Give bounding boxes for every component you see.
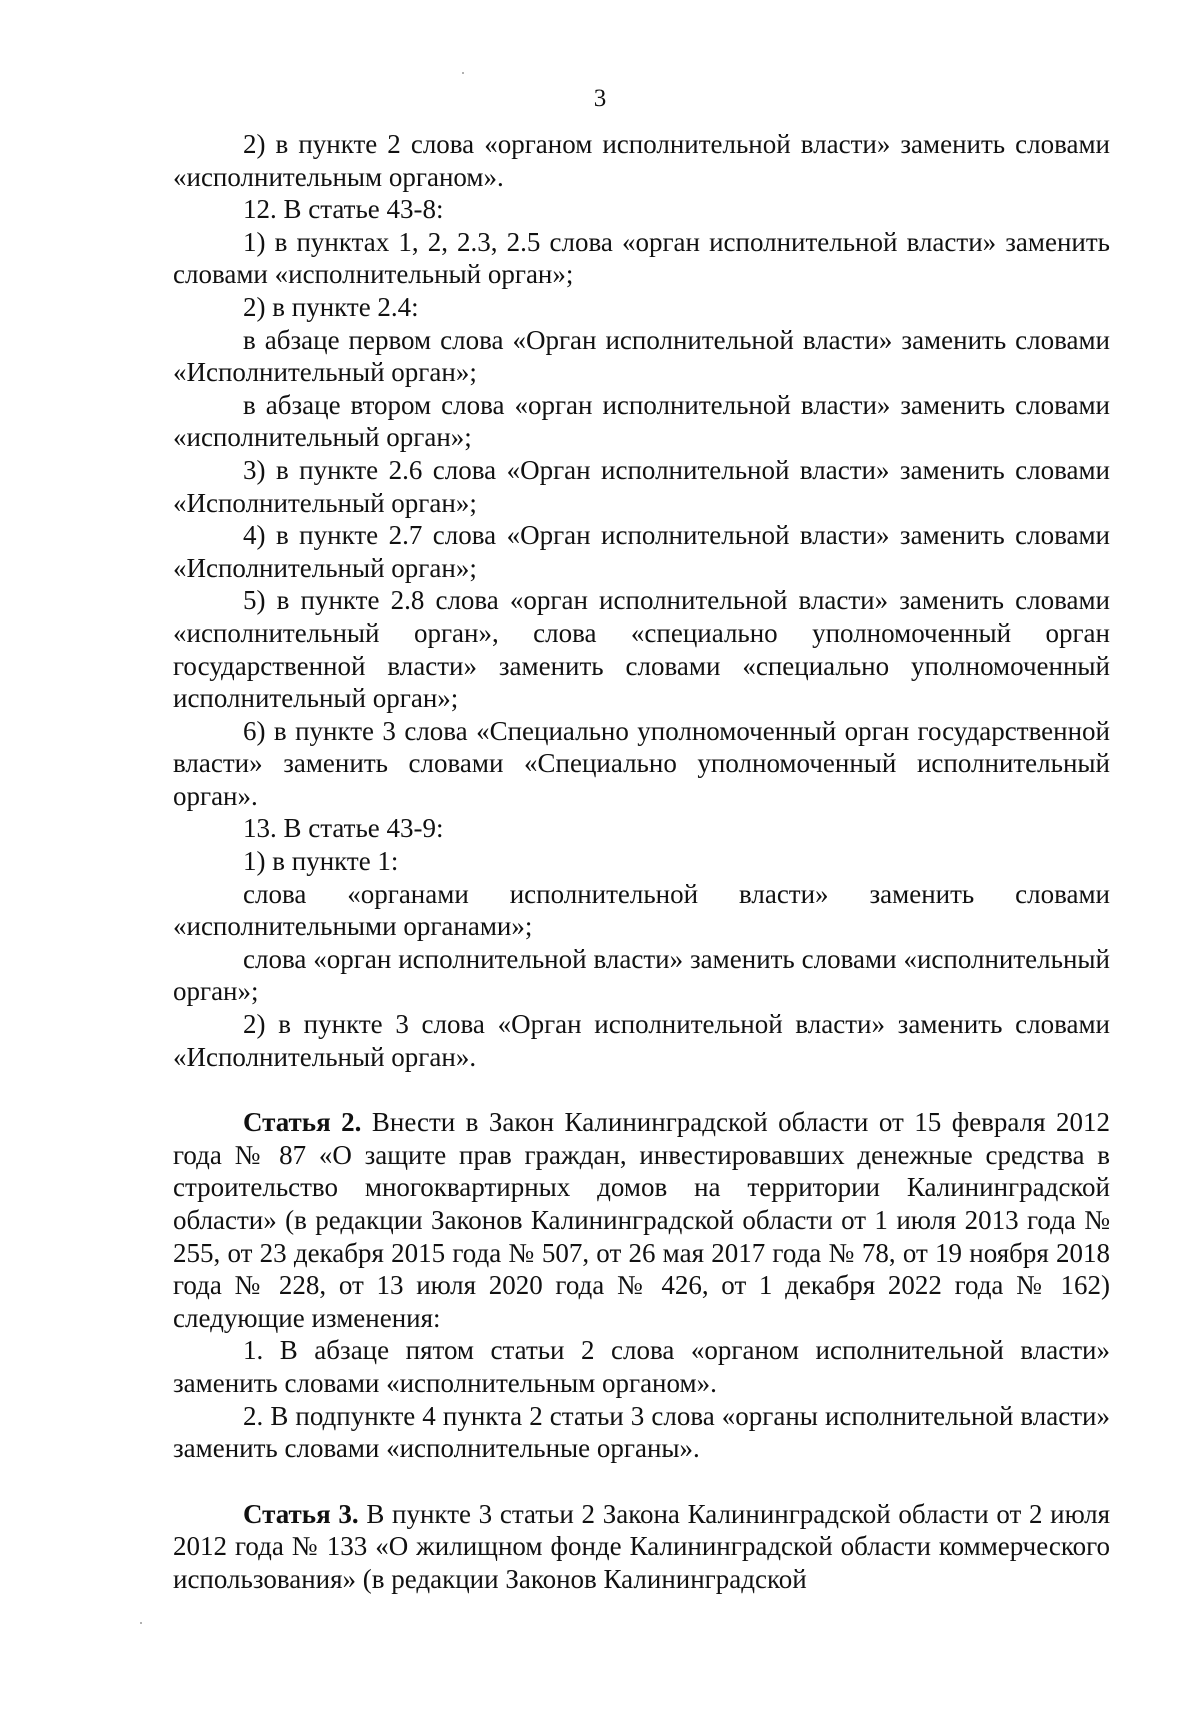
article-3-heading: Статья 3. [243,1498,359,1529]
paragraph: 3) в пункте 2.6 слова «Орган исполнительной власти» заменить словами «Исполнительный орган»; [173,454,1110,518]
paragraph: 2) в пункте 2.4: [243,291,419,322]
paragraph: 4) в пункте 2.7 слова «Орган исполнительной власти» заменить словами «Исполнительный орган»; [173,520,1110,583]
article-2-heading: Статья 2. [243,1107,362,1138]
paragraph: слова «орган исполнительной власти» заменить словами «исполнительный орган»; [173,943,1110,1007]
paragraph: 13. В статье 43-9: [243,813,444,844]
document-body [173,128,1110,1596]
scan-speck [140,1622,142,1624]
paragraph: 1) в пункте 1: [243,846,399,877]
scan-speck [462,72,464,74]
paragraph: 5) в пункте 2.8 слова «орган исполнительной власти» заменить словами «исполнительный орган», слова «специально уполномоченный орган государственной власти» заменить словами «специально уполномоченный исполнительный орган»; [173,585,1110,714]
paragraph: 1. В абзаце пятом статьи 2 слова «органом исполнительной власти» заменить словами «исполнительным органом». [173,1335,1110,1398]
paragraph: слова «органами исполнительной власти» заменить словами «исполнительными органами»; [173,878,1110,942]
paragraph: 2) в пункте 2 слова «органом исполнительной власти» заменить словами «исполнительным органом». [173,129,1110,192]
article-3-paragraph [173,1498,1110,1596]
paragraph: в абзаце втором слова «орган исполнительной власти» заменить словами «исполнительный орган»; [173,389,1110,453]
paragraph: 1) в пунктах 1, 2, 2.3, 2.5 слова «орган исполнительной власти» заменить словами «исполнительный орган»; [173,226,1110,290]
paragraph: 2) в пункте 3 слова «Орган исполнительной власти» заменить словами «Исполнительный орган». [173,1009,1110,1072]
section-spacer [173,1073,1110,1106]
paragraph: 2. В подпункте 4 пункта 2 статьи 3 слова «органы исполнительной власти» заменить словами «исполнительные органы». [173,1400,1110,1464]
article-2-paragraph [173,1106,1110,1334]
paragraph: 12. В статье 43-8: [243,194,444,225]
paragraph: в абзаце первом слова «Орган исполнительной власти» заменить словами «Исполнительный орган»; [173,324,1110,388]
article-3-text: В пункте 3 статьи 2 Закона Калининградской области от 2 июля 2012 года № 133 «О жилищном фонде Калининградской области коммерческого использования» (в редакции Законов Калининградской [173,1498,1111,1594]
paragraph: 6) в пункте 3 слова «Специально уполномоченный орган государственной власти» заменить словами «Специально уполномоченный исполнительный орган». [173,715,1110,811]
page-number: 3 [593,85,607,112]
section-spacer [173,1465,1110,1498]
article-2-text: Внести в Закон Калининградской области от 15 февраля 2012 года № 87 «О защите прав граждан, инвестировавших денежные средства в строительство многоквартирных домов на территории Калининградской области» (в редакции Законов Калининградской области от 1 июля 2013 года № 255, от 23 декабря 2015 года № 507, от 26 мая 2017 года № 78, от 19 ноября 2018 года № 228, от 13 июля 2020 года № 426, от 1 декабря 2022 года № 162) следующие изменения: [173,1107,1111,1333]
